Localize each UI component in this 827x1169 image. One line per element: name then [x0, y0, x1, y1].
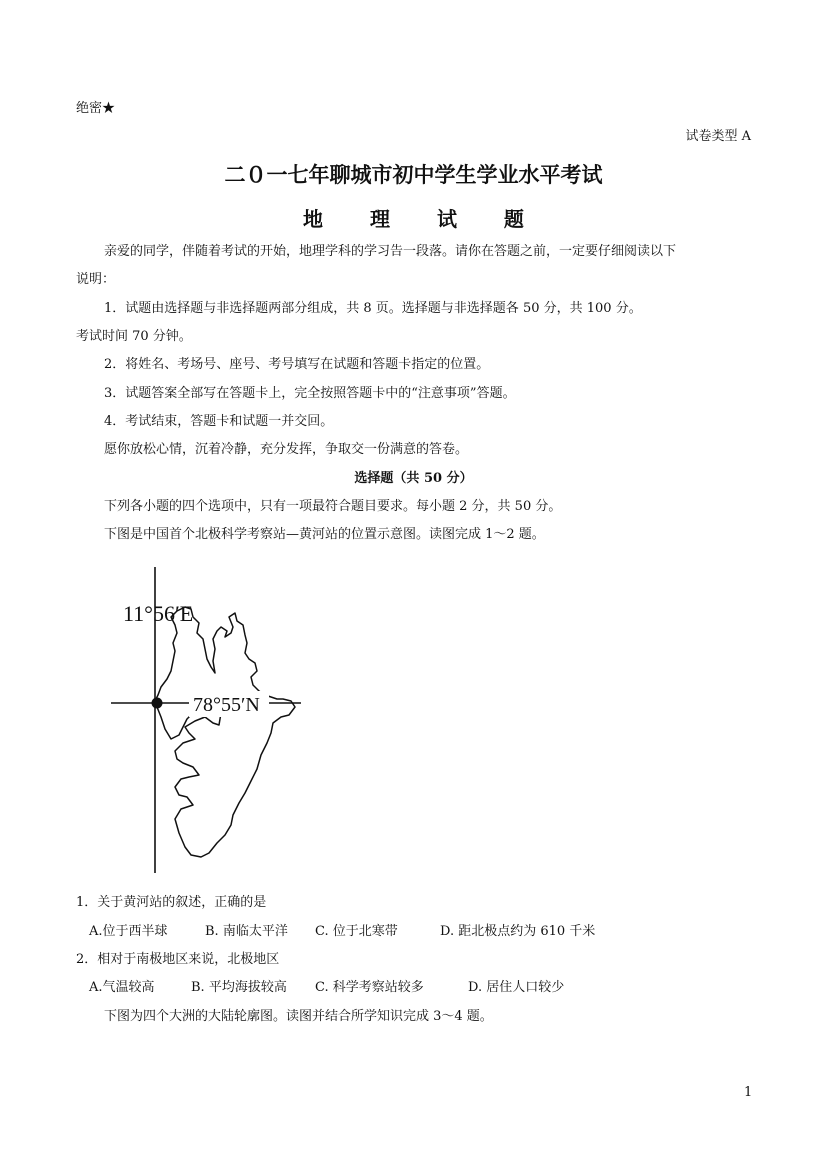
question-2-stem: 2．相对于南极地区来说，北极地区 — [76, 952, 280, 967]
secret-label: 绝密★ — [76, 101, 116, 116]
svalbard-island-outline — [154, 607, 295, 857]
instruction-item-1: 1．试题由选择题与非选择题两部分组成，共 8 页。选择题与非选择题各 50 分，共 100 分。 — [104, 301, 642, 316]
intro-line-2: 说明： — [76, 272, 116, 287]
instruction-item-4: 4．考试结束，答题卡和试题一并交回。 — [104, 414, 334, 429]
question-1-stem: 1．关于黄河站的叙述，正确的是 — [76, 895, 267, 910]
question-2-option-c: C. 科学考察站较多 — [315, 980, 424, 995]
question-1-option-a: A.位于西半球 — [89, 924, 168, 939]
section-heading: 选择题（共 50 分） — [354, 471, 473, 486]
paper-type-label: 试卷类型 A — [685, 129, 751, 144]
instruction-item-3: 3．试题答案全部写在答题卡上，完全按照答题卡中的“注意事项”答题。 — [104, 386, 516, 401]
instruction-item-1-cont: 考试时间 70 分钟。 — [76, 329, 192, 344]
exam-title: 二０一七年聊城市初中学生学业水平考试 — [224, 162, 603, 187]
question-1-option-c: C. 位于北寒带 — [315, 924, 398, 939]
next-figure-intro: 下图为四个大洲的大陆轮廓图。读图并结合所学知识完成 3～4 题。 — [104, 1009, 493, 1024]
intro-line-1: 亲爱的同学，伴随着考试的开始，地理学科的学习告一段落。请你在答题之前，一定要仔细阅读以下 — [104, 244, 677, 259]
latitude-label: 78°55′N — [193, 694, 260, 716]
huanghe-station-map — [105, 563, 310, 875]
question-2-option-a: A.气温较高 — [89, 980, 155, 995]
question-1-option-b: B. 南临太平洋 — [205, 924, 288, 939]
longitude-label: 11°56′E — [123, 601, 194, 626]
figure-intro: 下图是中国首个北极科学考察站—黄河站的位置示意图。读图完成 1～2 题。 — [104, 527, 545, 542]
subject-title: 地 理 试 题 — [303, 207, 544, 231]
question-2-option-b: B. 平均海拔较高 — [191, 980, 287, 995]
section-instruction: 下列各小题的四个选项中，只有一项最符合题目要求。每小题 2 分，共 50 分。 — [104, 499, 562, 514]
wish-line: 愿你放松心情，沉着冷静，充分发挥，争取交一份满意的答卷。 — [104, 442, 469, 457]
huanghe-station-marker — [152, 698, 163, 709]
question-2-option-d: D. 居住人口较少 — [468, 980, 565, 995]
question-1-option-d: D. 距北极点约为 610 千米 — [440, 924, 596, 939]
page-number: 1 — [744, 1085, 753, 1100]
instruction-item-2: 2．将姓名、考场号、座号、考号填写在试题和答题卡指定的位置。 — [104, 357, 490, 372]
